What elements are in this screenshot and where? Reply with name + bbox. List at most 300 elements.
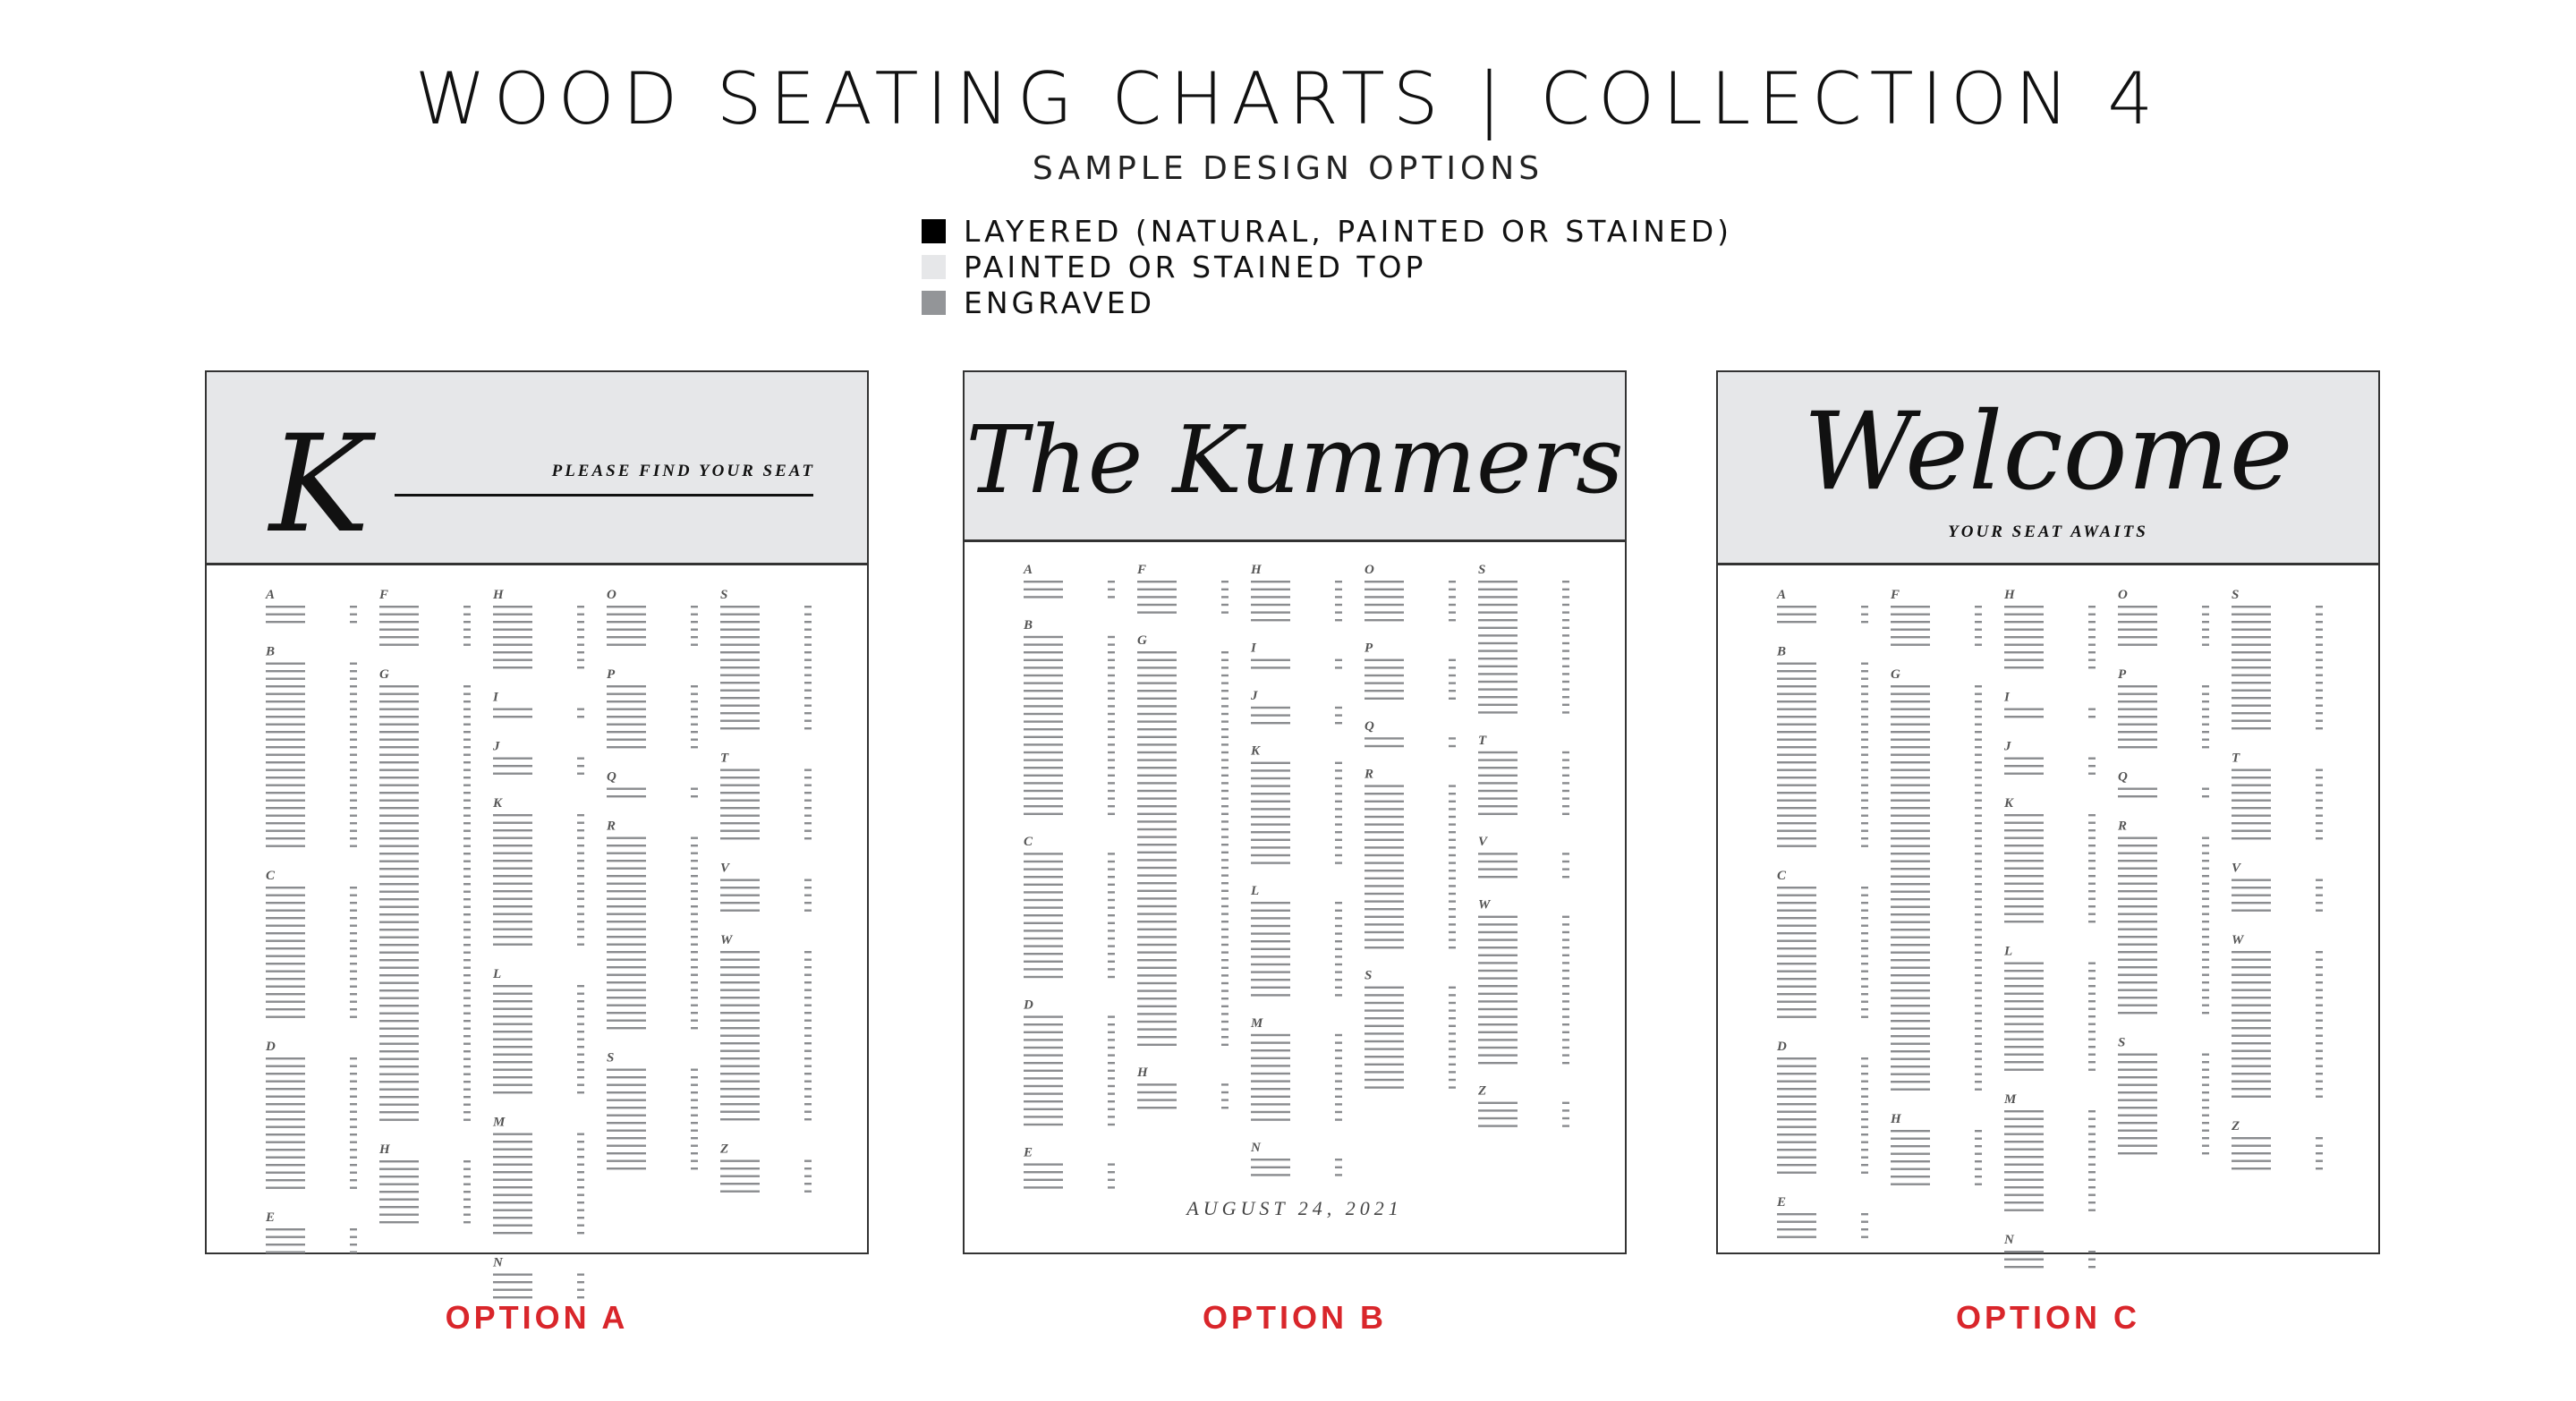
guest-name-line bbox=[1024, 775, 1063, 777]
script-title: Welcome bbox=[1803, 390, 2293, 514]
guest-name-line bbox=[379, 1206, 419, 1208]
table-number-line bbox=[350, 830, 357, 832]
guest-name-line bbox=[2232, 667, 2271, 668]
table-number-line bbox=[463, 636, 471, 638]
guest-name-line bbox=[2004, 985, 2044, 987]
table-number-line bbox=[2316, 785, 2323, 786]
guest-name-line bbox=[2118, 1076, 2157, 1078]
table-number-line bbox=[1562, 1117, 1569, 1119]
table-number-line bbox=[2202, 860, 2209, 862]
table-number-line bbox=[2088, 985, 2096, 987]
table-number-line bbox=[691, 966, 698, 968]
guest-name-line bbox=[493, 651, 532, 653]
table-number-line bbox=[1221, 736, 1228, 738]
guest-name-line bbox=[1365, 698, 1404, 700]
guest-name-line bbox=[1365, 793, 1404, 794]
table-number-line bbox=[350, 1187, 357, 1189]
table-number-line bbox=[1108, 1077, 1115, 1079]
table-number-line bbox=[1221, 1021, 1228, 1023]
guest-name-line bbox=[379, 621, 419, 623]
table-number-line bbox=[804, 644, 812, 646]
letter-heading: L bbox=[2004, 944, 2013, 959]
table-number-line bbox=[1562, 790, 1569, 792]
table-number-line bbox=[2088, 1134, 2096, 1135]
guest-name-line bbox=[2118, 1107, 2157, 1108]
table-number-line bbox=[804, 822, 812, 824]
table-number-line bbox=[1335, 1073, 1342, 1074]
guest-name-line bbox=[1137, 604, 1177, 606]
table-number-line bbox=[577, 845, 584, 846]
table-number-line bbox=[350, 815, 357, 817]
guest-name-line bbox=[1024, 813, 1063, 815]
letter-heading: H bbox=[1891, 1112, 1901, 1126]
guest-name-line bbox=[720, 1012, 760, 1014]
guest-name-line bbox=[2232, 815, 2271, 817]
guest-name-line bbox=[720, 629, 760, 631]
table-number-line bbox=[2088, 1061, 2096, 1063]
table-number-line bbox=[350, 947, 357, 949]
table-number-line bbox=[1108, 922, 1115, 924]
guest-name-line bbox=[379, 1013, 419, 1015]
table-number-line bbox=[577, 606, 584, 607]
table-number-line bbox=[2316, 1005, 2323, 1006]
table-number-line bbox=[463, 937, 471, 938]
guest-name-line bbox=[1024, 1092, 1063, 1094]
guest-name-line bbox=[607, 944, 646, 946]
table-number-line bbox=[463, 700, 471, 702]
table-number-line bbox=[577, 1281, 584, 1283]
table-number-line bbox=[691, 1100, 698, 1101]
guest-name-line bbox=[1024, 636, 1063, 638]
table-number-line bbox=[691, 1076, 698, 1078]
table-number-line bbox=[1861, 1149, 1868, 1151]
table-number-line bbox=[1975, 1089, 1982, 1091]
letter-heading: B bbox=[1777, 644, 1787, 659]
table-number-line bbox=[577, 1000, 584, 1002]
guest-name-line bbox=[1891, 614, 1930, 616]
table-number-line bbox=[1562, 938, 1569, 940]
table-number-line bbox=[463, 1191, 471, 1193]
guest-name-line bbox=[1365, 900, 1404, 902]
table-number-line bbox=[463, 982, 471, 984]
guest-name-line bbox=[379, 861, 419, 862]
guest-name-line bbox=[1891, 837, 1930, 839]
guest-name-line bbox=[1137, 936, 1177, 938]
table-number-line bbox=[1861, 925, 1868, 927]
guest-name-line bbox=[2118, 788, 2157, 790]
guest-name-line bbox=[607, 1069, 646, 1071]
table-number-line bbox=[1335, 659, 1342, 661]
table-number-line bbox=[463, 769, 471, 771]
table-number-line bbox=[1108, 899, 1115, 901]
table-number-line bbox=[1449, 667, 1456, 668]
guest-name-line bbox=[1777, 731, 1816, 733]
guest-name-line bbox=[1891, 1138, 1930, 1140]
guest-name-line bbox=[607, 981, 646, 983]
guest-name-line bbox=[2118, 890, 2157, 892]
guest-name-line bbox=[1251, 910, 1290, 912]
guest-name-line bbox=[2118, 966, 2157, 968]
table-number-line bbox=[2316, 792, 2323, 794]
guest-name-line bbox=[379, 606, 419, 607]
table-number-line bbox=[1562, 1039, 1569, 1040]
guest-name-line bbox=[1777, 800, 1816, 802]
table-number-line bbox=[350, 693, 357, 695]
guest-name-line bbox=[1251, 596, 1290, 598]
table-number-line bbox=[804, 1027, 812, 1029]
table-number-line bbox=[1562, 658, 1569, 659]
guest-name-line bbox=[1777, 1236, 1816, 1238]
table-number-line bbox=[1221, 836, 1228, 837]
guest-name-line bbox=[607, 875, 646, 877]
table-number-line bbox=[463, 1214, 471, 1216]
table-number-line bbox=[2202, 913, 2209, 915]
table-number-line bbox=[691, 929, 698, 930]
table-number-line bbox=[2088, 621, 2096, 623]
table-number-line bbox=[1108, 861, 1115, 862]
table-number-line bbox=[577, 1141, 584, 1142]
table-number-line bbox=[804, 1066, 812, 1067]
table-number-line bbox=[1221, 1083, 1228, 1085]
guest-name-line bbox=[1891, 700, 1930, 702]
guest-name-line bbox=[2004, 993, 2044, 995]
guest-name-line bbox=[1478, 1008, 1518, 1010]
guest-name-line bbox=[1365, 916, 1404, 918]
table-number-line bbox=[2202, 905, 2209, 907]
guest-name-line bbox=[379, 1096, 419, 1098]
guest-name-line bbox=[1137, 1099, 1177, 1100]
table-number-line bbox=[1335, 793, 1342, 794]
table-number-line bbox=[350, 777, 357, 778]
table-number-line bbox=[463, 1168, 471, 1170]
guest-name-line bbox=[2232, 966, 2271, 968]
table-number-line bbox=[1861, 709, 1868, 710]
table-number-line bbox=[1562, 853, 1569, 854]
guest-name-line bbox=[607, 898, 646, 900]
table-number-line bbox=[1108, 876, 1115, 878]
table-number-line bbox=[1449, 816, 1456, 818]
table-number-line bbox=[2088, 614, 2096, 616]
guest-name-line bbox=[2118, 739, 2157, 741]
guest-name-line bbox=[2232, 651, 2271, 653]
guest-name-line bbox=[493, 1171, 532, 1173]
table-number-line bbox=[1335, 714, 1342, 716]
table-number-line bbox=[1108, 659, 1115, 661]
table-number-line bbox=[1861, 1111, 1868, 1113]
table-number-line bbox=[1975, 921, 1982, 923]
guest-name-line bbox=[1478, 696, 1518, 698]
guest-name-line bbox=[379, 913, 419, 915]
guest-name-line bbox=[2004, 1110, 2044, 1112]
table-number-line bbox=[463, 724, 471, 726]
guest-name-line bbox=[1478, 1000, 1518, 1002]
guest-name-line bbox=[2232, 1042, 2271, 1044]
guest-name-line bbox=[607, 1137, 646, 1139]
table-number-line bbox=[463, 1184, 471, 1185]
table-number-line bbox=[1975, 761, 1982, 763]
table-number-line bbox=[2088, 978, 2096, 980]
table-number-line bbox=[2088, 1118, 2096, 1120]
table-number-line bbox=[1108, 1070, 1115, 1072]
table-number-line bbox=[1975, 807, 1982, 809]
table-number-line bbox=[2202, 1061, 2209, 1063]
guest-name-line bbox=[1251, 1057, 1290, 1059]
guest-name-line bbox=[720, 705, 760, 707]
guest-name-line bbox=[1137, 690, 1177, 692]
table-number-line bbox=[1449, 823, 1456, 825]
guest-name-line bbox=[2118, 1122, 2157, 1124]
table-number-line bbox=[1562, 634, 1569, 636]
table-number-line bbox=[2202, 966, 2209, 968]
guest-name-line bbox=[493, 1164, 532, 1166]
guest-name-line bbox=[720, 830, 760, 832]
legend bbox=[922, 213, 1732, 320]
table-number-line bbox=[1108, 775, 1115, 777]
guest-name-line bbox=[1777, 1066, 1816, 1067]
table-number-line bbox=[804, 1012, 812, 1014]
letter-heading: M bbox=[493, 1115, 506, 1130]
guest-name-line bbox=[1478, 658, 1518, 659]
table-number-line bbox=[1449, 923, 1456, 925]
guest-name-line bbox=[1024, 968, 1063, 970]
table-number-line bbox=[577, 913, 584, 915]
table-number-line bbox=[2316, 1168, 2323, 1169]
table-number-line bbox=[463, 1050, 471, 1052]
guest-name-line bbox=[2004, 1259, 2044, 1261]
table-number-line bbox=[350, 1164, 357, 1166]
table-number-line bbox=[463, 913, 471, 915]
table-number-line bbox=[1108, 751, 1115, 753]
table-number-line bbox=[2088, 860, 2096, 862]
guest-name-line bbox=[607, 746, 646, 748]
guest-name-line bbox=[1365, 870, 1404, 871]
guest-name-line bbox=[266, 1179, 305, 1181]
table-number-line bbox=[1861, 606, 1868, 607]
guest-name-line bbox=[1891, 989, 1930, 991]
table-number-line bbox=[2202, 795, 2209, 797]
table-number-line bbox=[1975, 898, 1982, 900]
table-number-line bbox=[2088, 1031, 2096, 1032]
guest-name-line bbox=[379, 636, 419, 638]
guest-name-line bbox=[607, 845, 646, 846]
letter-heading: N bbox=[2004, 1233, 2014, 1247]
guest-name-line bbox=[379, 1119, 419, 1121]
guest-name-line bbox=[1478, 938, 1518, 940]
table-number-line bbox=[691, 685, 698, 687]
table-number-line bbox=[2202, 1084, 2209, 1086]
guest-name-line bbox=[2118, 944, 2157, 946]
table-number-line bbox=[804, 1111, 812, 1113]
table-number-line bbox=[1562, 759, 1569, 760]
table-number-line bbox=[2088, 898, 2096, 900]
table-number-line bbox=[463, 906, 471, 908]
table-number-line bbox=[1562, 604, 1569, 606]
guest-name-line bbox=[2118, 898, 2157, 900]
table-number-line bbox=[1221, 667, 1228, 668]
guest-name-line bbox=[607, 1005, 646, 1006]
guest-name-line bbox=[1251, 1167, 1290, 1168]
table-number-line bbox=[691, 1168, 698, 1169]
table-number-line bbox=[577, 898, 584, 900]
guest-name-line bbox=[2004, 1134, 2044, 1135]
table-number-line bbox=[804, 1042, 812, 1044]
guest-name-line bbox=[2004, 913, 2044, 915]
table-number-line bbox=[577, 814, 584, 816]
guest-name-line bbox=[1137, 1021, 1177, 1023]
table-number-line bbox=[1449, 604, 1456, 606]
table-number-line bbox=[1449, 854, 1456, 856]
legend-item-painted bbox=[922, 249, 1732, 284]
guest-name-line bbox=[1478, 947, 1518, 948]
table-number-line bbox=[1108, 1054, 1115, 1056]
guest-name-line bbox=[1365, 885, 1404, 887]
table-number-line bbox=[1975, 1005, 1982, 1006]
guest-name-line bbox=[2118, 951, 2157, 953]
option-c-label: OPTION C bbox=[1955, 1299, 2140, 1336]
table-number-line bbox=[1975, 792, 1982, 794]
guest-name-line bbox=[379, 967, 419, 969]
table-number-line bbox=[691, 1084, 698, 1086]
table-number-line bbox=[1562, 673, 1569, 675]
guest-name-line bbox=[1891, 913, 1930, 915]
guest-name-line bbox=[607, 1160, 646, 1162]
table-number-line bbox=[463, 1206, 471, 1208]
guest-name-line bbox=[1024, 945, 1063, 947]
table-number-line bbox=[463, 929, 471, 930]
table-number-line bbox=[804, 974, 812, 976]
guest-name-line bbox=[720, 910, 760, 912]
guest-name-line bbox=[720, 974, 760, 976]
table-number-line bbox=[350, 1172, 357, 1174]
table-number-line bbox=[1221, 959, 1228, 961]
table-number-line bbox=[1562, 751, 1569, 753]
guest-name-line bbox=[1478, 1047, 1518, 1049]
table-number-line bbox=[577, 890, 584, 892]
table-number-line bbox=[2316, 697, 2323, 699]
table-number-line bbox=[1975, 777, 1982, 778]
guest-name-line bbox=[2232, 1168, 2271, 1169]
table-number-line bbox=[691, 1130, 698, 1132]
guest-name-line bbox=[2232, 981, 2271, 983]
table-number-line bbox=[350, 1149, 357, 1151]
table-number-line bbox=[804, 792, 812, 794]
guest-name-line bbox=[2232, 1145, 2271, 1147]
table-number-line bbox=[1335, 1159, 1342, 1160]
table-number-line bbox=[1108, 651, 1115, 653]
guest-name-line bbox=[1478, 868, 1518, 870]
letter-heading: R bbox=[2118, 819, 2128, 834]
table-number-line bbox=[350, 769, 357, 771]
guest-name-line bbox=[379, 1168, 419, 1170]
table-number-line bbox=[2202, 1145, 2209, 1147]
guest-name-line bbox=[1365, 823, 1404, 825]
guest-name-line bbox=[1365, 690, 1404, 692]
guest-name-line bbox=[2004, 709, 2044, 710]
table-number-line bbox=[804, 800, 812, 802]
table-number-line bbox=[691, 621, 698, 623]
guest-name-line bbox=[1137, 596, 1177, 598]
table-number-line bbox=[463, 629, 471, 631]
table-number-line bbox=[1335, 808, 1342, 810]
guest-name-line bbox=[379, 1111, 419, 1113]
table-number-line bbox=[1562, 813, 1569, 815]
guest-name-line bbox=[607, 614, 646, 616]
table-number-line bbox=[804, 720, 812, 722]
table-number-line bbox=[577, 629, 584, 631]
guest-name-line bbox=[1137, 759, 1177, 760]
table-number-line bbox=[804, 785, 812, 786]
guest-name-line bbox=[1478, 797, 1518, 799]
guest-name-line bbox=[1891, 693, 1930, 695]
guest-name-line bbox=[1365, 785, 1404, 786]
guest-name-line bbox=[1251, 785, 1290, 786]
guest-name-line bbox=[1478, 1117, 1518, 1119]
guest-name-line bbox=[1777, 1111, 1816, 1113]
table-number-line bbox=[2316, 807, 2323, 809]
table-number-line bbox=[1562, 1102, 1569, 1104]
table-number-line bbox=[2316, 1137, 2323, 1139]
guest-name-line bbox=[1137, 1044, 1177, 1046]
guest-name-line bbox=[2004, 644, 2044, 646]
guest-name-line bbox=[1891, 1028, 1930, 1030]
guest-name-line bbox=[266, 1073, 305, 1074]
guest-name-line bbox=[607, 1130, 646, 1132]
guest-name-line bbox=[2004, 1251, 2044, 1252]
guest-name-line bbox=[2004, 860, 2044, 862]
table-number-line bbox=[1221, 604, 1228, 606]
table-number-line bbox=[804, 997, 812, 998]
guest-name-line bbox=[1365, 682, 1404, 684]
table-number-line bbox=[463, 685, 471, 687]
table-number-line bbox=[2202, 746, 2209, 748]
table-number-line bbox=[463, 716, 471, 717]
table-number-line bbox=[463, 989, 471, 991]
table-number-line bbox=[1562, 696, 1569, 698]
guest-name-line bbox=[1365, 1009, 1404, 1011]
table-number-line bbox=[1449, 619, 1456, 621]
table-number-line bbox=[691, 700, 698, 702]
table-number-line bbox=[2202, 700, 2209, 702]
guest-name-line bbox=[1251, 611, 1290, 613]
letter-heading: C bbox=[1024, 835, 1033, 850]
guest-name-line bbox=[2118, 606, 2157, 607]
table-number-line bbox=[1861, 670, 1868, 672]
guest-name-line bbox=[1365, 854, 1404, 856]
table-number-line bbox=[1449, 1079, 1456, 1081]
table-number-line bbox=[1108, 728, 1115, 730]
table-number-line bbox=[1449, 737, 1456, 739]
guest-name-line bbox=[2232, 830, 2271, 832]
guest-name-line bbox=[2118, 1054, 2157, 1056]
guest-name-line bbox=[1024, 1179, 1063, 1181]
guest-name-line bbox=[379, 1035, 419, 1037]
guest-name-line bbox=[493, 1061, 532, 1063]
letter-heading: Q bbox=[2118, 769, 2128, 785]
guest-name-line bbox=[2232, 1027, 2271, 1029]
guest-name-line bbox=[1137, 720, 1177, 722]
guest-name-line bbox=[493, 944, 532, 946]
table-number-line bbox=[1861, 1016, 1868, 1018]
table-number-line bbox=[1449, 801, 1456, 802]
guest-name-line bbox=[493, 814, 532, 816]
table-number-line bbox=[2316, 902, 2323, 904]
guest-name-line bbox=[493, 822, 532, 824]
table-number-line bbox=[1221, 867, 1228, 869]
table-number-line bbox=[1335, 940, 1342, 942]
table-number-line bbox=[1562, 1008, 1569, 1010]
guest-name-line bbox=[720, 1081, 760, 1083]
guest-name-line bbox=[1251, 964, 1290, 965]
